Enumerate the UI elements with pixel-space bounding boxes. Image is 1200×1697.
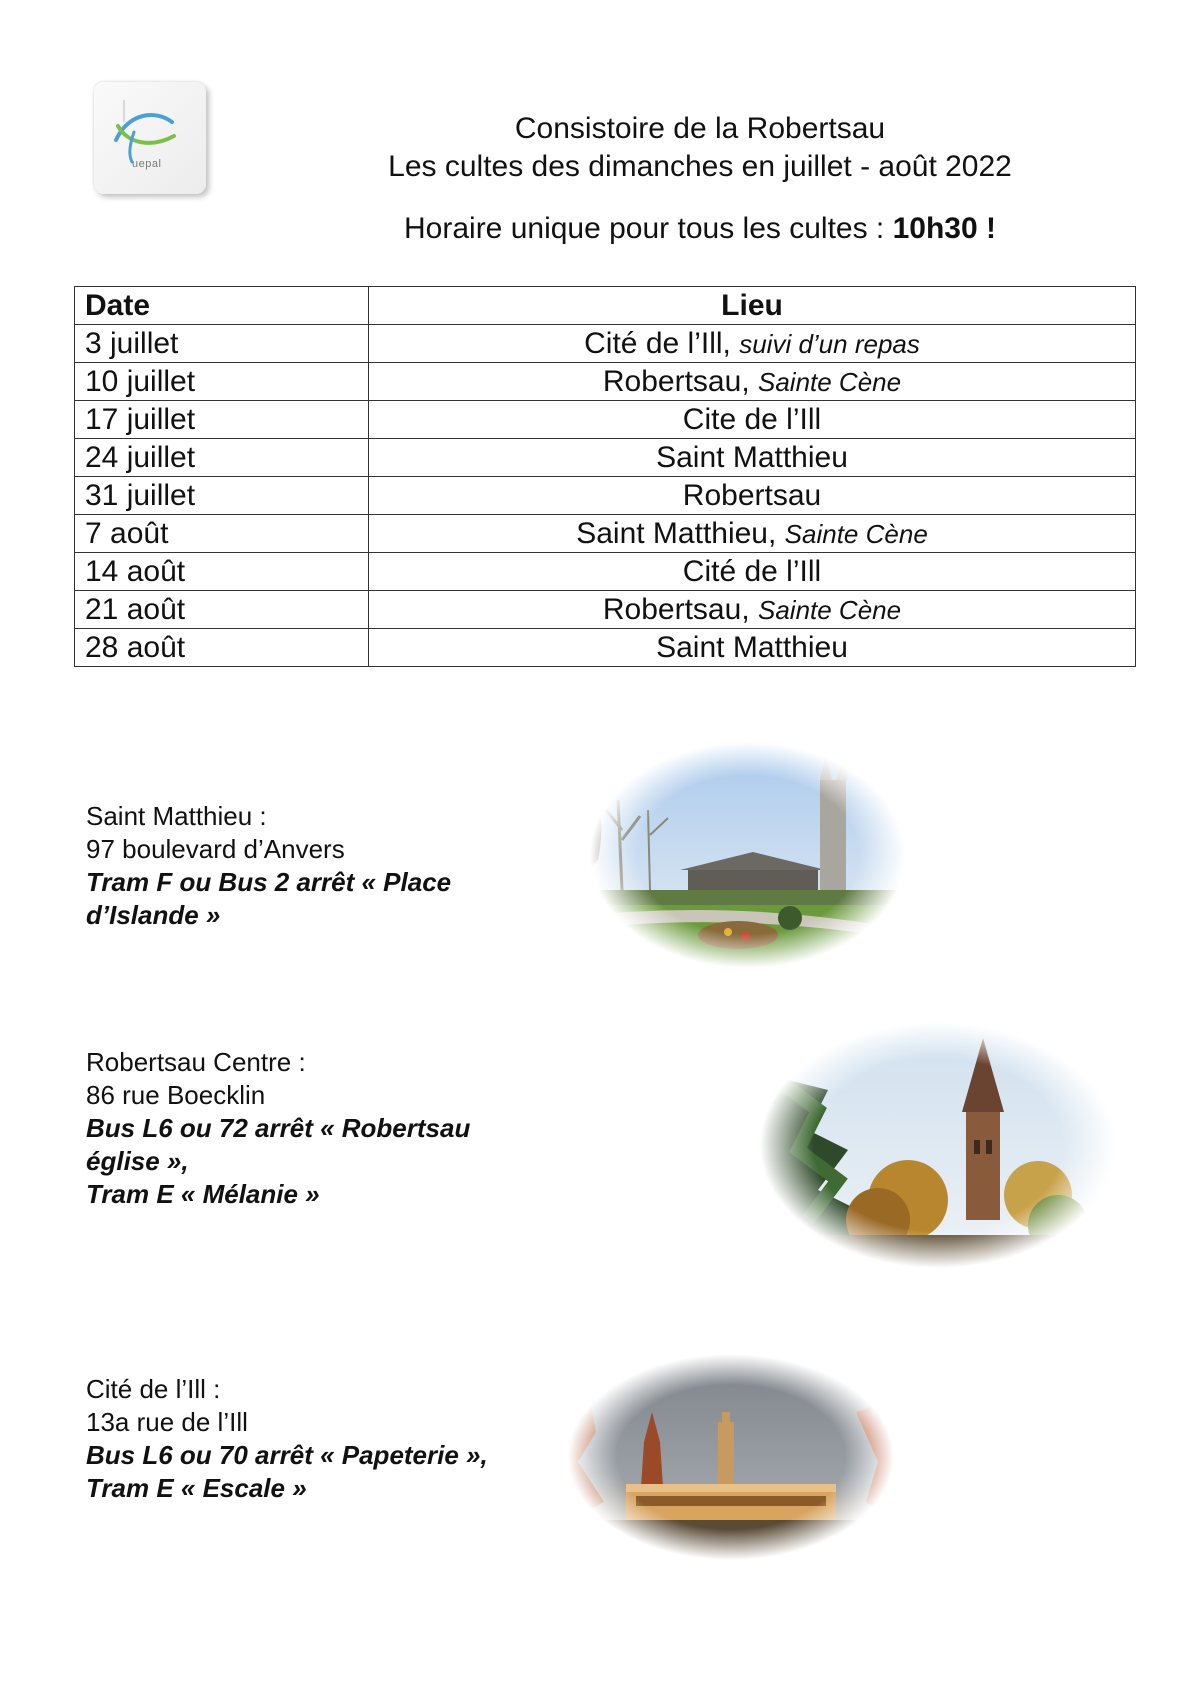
lieu-name: Robertsau — [602, 364, 742, 398]
row-date: 7 août — [75, 515, 369, 553]
lieu-note: Sainte Cène — [784, 518, 928, 549]
row-lieu — [369, 401, 1136, 439]
place-address: 97 boulevard d’Anvers — [86, 834, 345, 864]
row-date: 17 juillet — [75, 401, 369, 439]
table-row — [75, 553, 1136, 591]
uepal-logo — [94, 82, 206, 194]
row-date: 10 juillet — [75, 363, 369, 401]
hours-value: 10h30 ! — [892, 212, 996, 245]
lieu-name: Cité de l’Ill — [682, 555, 822, 588]
table-row — [75, 401, 1136, 439]
lieu-note: Sainte Cène — [757, 366, 902, 397]
row-lieu: Robertsau, Sainte Cène — [369, 363, 1136, 401]
table-row — [75, 515, 1136, 553]
row-date: 3 juillet — [75, 325, 369, 363]
robertsau-church-photo — [758, 1020, 1118, 1270]
row-date: 28 août — [75, 629, 369, 667]
row-date: 14 août — [75, 553, 369, 591]
table-row — [75, 363, 1136, 401]
place-transport: Tram E « Escale » — [86, 1473, 307, 1503]
row-lieu: Cité de l’Ill, suivi d’un repas — [369, 325, 1136, 363]
lieu-name: Robertsau — [682, 479, 822, 512]
lieu-name: Saint Matthieu — [656, 631, 848, 664]
lieu-name: Saint Matthieu — [656, 441, 848, 474]
place-name: Cité de l’Ill : — [86, 1374, 221, 1404]
table-row — [75, 591, 1136, 629]
header-date: Date — [75, 287, 369, 325]
lieu-name: Cite de l’Ill — [682, 403, 822, 436]
row-lieu — [369, 553, 1136, 591]
row-date: 31 juillet — [75, 477, 369, 515]
lieu-name: Robertsau — [602, 592, 742, 626]
title-line-2: Les cultes des dimanches en juillet - août 2022 — [388, 150, 1012, 183]
place-transport: Tram E « Mélanie » — [86, 1179, 320, 1209]
place-address: 86 rue Boecklin — [86, 1080, 266, 1110]
table-row — [75, 629, 1136, 667]
uepal-logo-mark — [94, 82, 206, 194]
place-transport: Tram F ou Bus 2 arrêt « Place — [86, 867, 452, 897]
place-saint-matthieu — [86, 800, 546, 932]
row-lieu — [369, 629, 1136, 667]
place-transport: d’Islande » — [86, 900, 221, 930]
title-line-1: Consistoire de la Robertsau — [514, 112, 886, 145]
table-row — [75, 439, 1136, 477]
place-cite-de-lill — [86, 1373, 546, 1505]
table-row — [75, 325, 1136, 363]
place-transport: église », — [86, 1146, 189, 1176]
row-lieu — [369, 477, 1136, 515]
table-header-row — [75, 287, 1136, 325]
schedule-table — [74, 286, 1136, 667]
row-date: 24 juillet — [75, 439, 369, 477]
place-robertsau-centre — [86, 1046, 546, 1211]
place-name: Robertsau Centre : — [86, 1047, 306, 1077]
hours-line — [300, 210, 1100, 248]
row-lieu: Robertsau, Sainte Cène — [369, 591, 1136, 629]
row-date: 21 août — [75, 591, 369, 629]
logo-text: uepal — [132, 158, 162, 170]
header-lieu: Lieu — [369, 287, 1136, 325]
row-lieu — [369, 439, 1136, 477]
row-lieu: Saint Matthieu, Sainte Cène — [369, 515, 1136, 553]
place-name: Saint Matthieu : — [86, 801, 267, 831]
cite-de-lill-photo — [566, 1352, 896, 1562]
lieu-note: suivi d’un repas — [739, 328, 920, 359]
lieu-name: Saint Matthieu — [576, 516, 768, 550]
saint-matthieu-photo — [588, 740, 908, 970]
table-row — [75, 477, 1136, 515]
place-transport: Bus L6 ou 70 arrêt « Papeterie », — [86, 1440, 488, 1470]
place-address: 13a rue de l’Ill — [86, 1407, 248, 1437]
lieu-name: Cité de l’Ill — [584, 326, 723, 360]
hours-prefix: Horaire unique pour tous les cultes : — [404, 212, 893, 245]
place-transport: Bus L6 ou 72 arrêt « Robertsau — [86, 1113, 471, 1143]
lieu-note: Sainte Cène — [757, 594, 902, 625]
